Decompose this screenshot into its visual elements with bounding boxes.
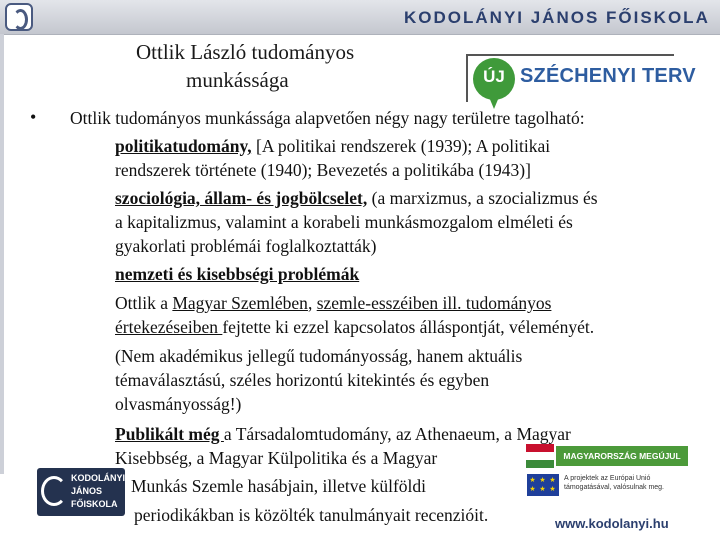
- eu-stars: ★ ★ ★ ★ ★ ★: [529, 476, 557, 493]
- paragraph-magyar-szemle-line1: [115, 291, 551, 315]
- p1-magyar-szemle: Magyar Szemlében: [172, 293, 308, 313]
- item-publikalt: [115, 422, 571, 446]
- logo-frame-left: [466, 54, 468, 102]
- item-politikatudomany-line2: rendszerek története (1940); Bevezetés a politikába (1943)]: [115, 160, 531, 180]
- slide-title-line2: munkássága: [186, 68, 289, 92]
- kodolanyi-logo: [37, 468, 125, 516]
- item-szociologia-line3: gyakorlati problémái foglalkoztatták): [115, 236, 377, 256]
- p1-ertekezeseiben: értekezéseiben: [115, 317, 223, 337]
- item-szociologia-rest: (a marxizmus, a szocializmus és: [367, 188, 598, 208]
- item-publikalt-head: Publikált még: [115, 424, 224, 444]
- left-border-rule: [0, 34, 4, 474]
- website-link[interactable]: www.kodolanyi.hu: [555, 516, 669, 531]
- paragraph-note-line1: (Nem akadémikus jellegű tudományosság, hanem aktuális: [115, 346, 523, 366]
- kodolanyi-ring-icon: [41, 476, 67, 506]
- item-nemzeti: [115, 262, 359, 286]
- item-politikatudomany: [115, 134, 550, 158]
- hungary-renews-banner: MAGYARORSZÁG MEGÚJUL: [556, 446, 688, 466]
- szechenyi-badge-icon: [473, 58, 515, 100]
- p1-szemle-esszeiben: szemle-esszéiben ill. tudományos: [316, 293, 552, 313]
- p1-a: Ottlik a: [115, 293, 173, 313]
- logo-frame-top: [466, 54, 674, 56]
- flag-stripe-white: [526, 452, 554, 460]
- item-publikalt-line2: Kisebbség, a Magyar Külpolitika és a Magyar: [115, 448, 438, 468]
- item-publikalt-line3: Munkás Szemle hasábjain, illetve külföldi: [131, 476, 427, 496]
- paragraph-magyar-szemle-line2: [115, 315, 594, 339]
- p1-c: ,: [307, 293, 317, 313]
- eu-flag-icon: [527, 474, 559, 496]
- item-szociologia: [115, 186, 598, 210]
- item-nemzeti-head: nemzeti és kisebbségi problémák: [115, 264, 360, 284]
- flag-stripe-green: [526, 460, 554, 468]
- header-banner: [0, 0, 720, 35]
- paragraph-note-line2: témaválasztású, széles horizontú kitekintés és egyben: [115, 370, 490, 390]
- kodolanyi-logo-text: KODOLÁNYI JÁNOS FŐISKOLA: [71, 473, 125, 509]
- szechenyi-terv-logo: [466, 50, 696, 102]
- paragraph-note-line3: olvasmányosság!): [115, 394, 242, 414]
- slide-title-line1: Ottlik László tudományos: [136, 40, 355, 64]
- szechenyi-logo-text: SZÉCHENYI TERV: [520, 65, 696, 87]
- header-brand-name: KODOLÁNYI JÁNOS FŐISKOLA: [404, 8, 710, 27]
- flag-stripe-red: [526, 444, 554, 452]
- bullet-icon: •: [30, 107, 37, 127]
- p1-f: fejtette ki ezzel kapcsolatos álláspontját, véleményét.: [222, 317, 595, 337]
- item-szociologia-line2: a kapitalizmus, valamint a korabeli munkásmozgalom elméleti és: [115, 212, 573, 232]
- item-publikalt-rest: a Társadalomtudomány, az Athenaeum, a Magyar: [223, 424, 571, 444]
- item-szociologia-head: szociológia, állam- és jogbölcselet,: [115, 188, 368, 208]
- intro-line: Ottlik tudományos munkássága alapvetően négy nagy területre tagolható:: [70, 108, 585, 128]
- szechenyi-badge-text: ÚJ: [483, 67, 505, 86]
- item-politikatudomany-head: politikatudomány,: [115, 136, 252, 156]
- slide-title: [136, 38, 436, 94]
- eu-support-note: A projektek az Európai Unió támogatásával, valósulnak meg.: [564, 475, 664, 491]
- item-politikatudomany-rest: [A politikai rendszerek (1939); A politikai: [251, 136, 551, 156]
- hungarian-flag-icon: [526, 444, 554, 468]
- kodolanyi-corner-icon: [5, 3, 33, 31]
- item-publikalt-line4: periodikákban is közölték tanulmányait recenzióit.: [134, 505, 489, 525]
